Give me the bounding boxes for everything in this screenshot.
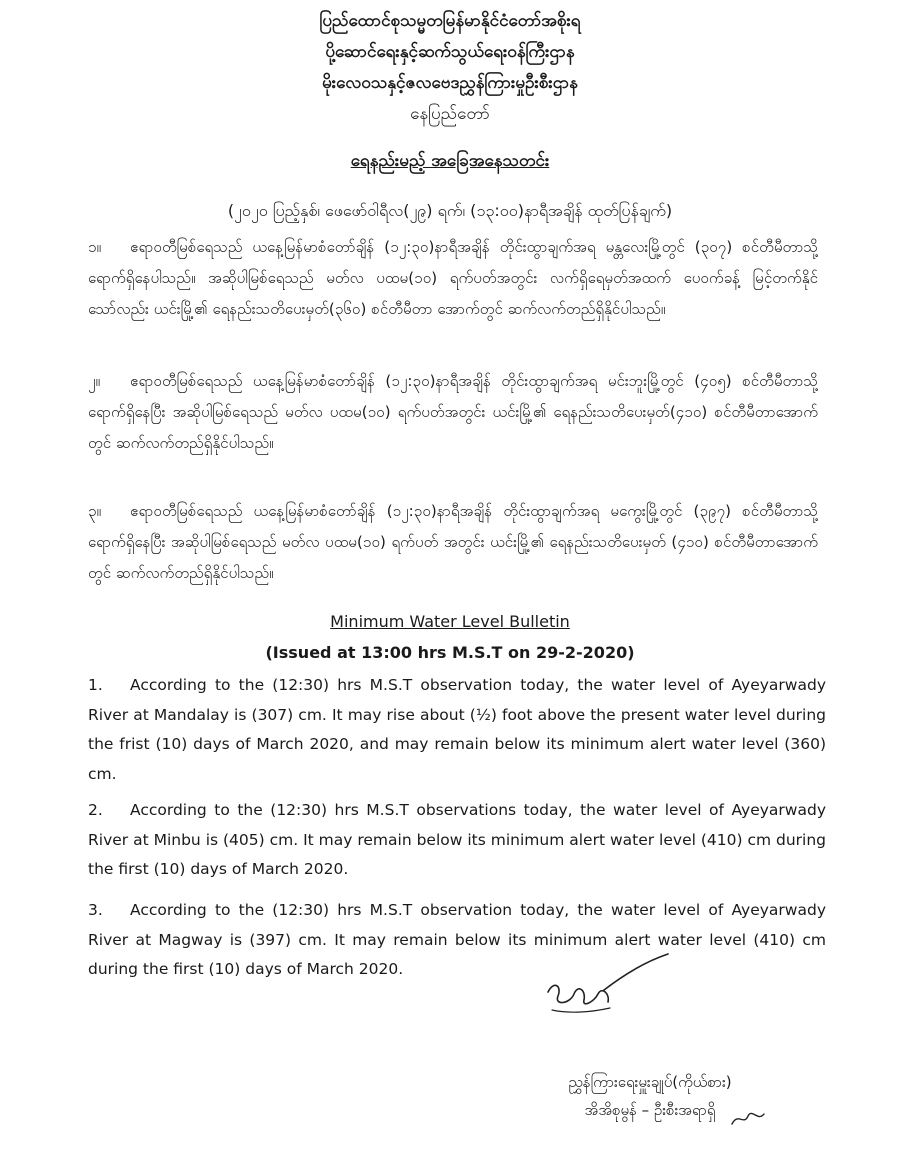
- paragraph-number: 2.: [88, 801, 103, 819]
- myanmar-paragraph-2: [88, 366, 818, 490]
- myanmar-paragraph-1: [88, 232, 818, 356]
- paragraph-text: According to the (12:30) hrs M.S.T observation today, the water level of Ayeyarwady River at Mandalay is (307) cm. It may rise about (½) foot above the present water level during the frist (10) days of March 2020, and may remain below its minimum alert water level (360) cm.: [88, 676, 826, 783]
- signatory-title: ညွှန်ကြားရေးမှူးချုပ်(ကိုယ်စား): [568, 1073, 732, 1091]
- initial-mark-icon: [728, 1102, 768, 1132]
- header-government: ပြည်ထောင်စုသမ္မတမြန်မာနိုင်ငံတော်အစိုးရ: [319, 11, 581, 31]
- header-department: မိုးလေဝသနှင့်ဇလဗေဒညွှန်ကြားမှုဦးစီးဌာန: [322, 73, 578, 93]
- paragraph-number: 1.: [88, 676, 103, 694]
- paragraph-text: According to the (12:30) hrs M.S.T observations today, the water level of Ayeyarwady River at Minbu is (405) cm. It may remain below its minimum alert water level (410) cm during the first (10) days of March 2020.: [88, 801, 826, 878]
- paragraph-text: ဧရာဝတီမြစ်ရေသည် ယနေ့မြန်မာစံတော်ချိန် (၁၂:၃၀)နာရီအချိန် တိုင်းထွာချက်အရ မင်းဘူးမြို့တွင် (၄၀၅) စင်တီမီတာသို့ ရောက်ရှိနေပြီး အဆိုပါမြစ်ရေသည် မတ်လ ပထမ(၁၀) ရက်ပတ်အတွင်း ယင်းမြို့၏ ရေနည်းသတိပေးမှတ်(၄၁၀) စင်တီမီတာအောက်တွင် ဆက်လက်တည်ရှိနိုင်ပါသည်။: [88, 372, 818, 452]
- paragraph-number: ၃။: [88, 502, 102, 520]
- header-location: နေပြည်တော်: [410, 104, 490, 124]
- paragraph-text: ဧရာဝတီမြစ်ရေသည် ယနေ့မြန်မာစံတော်ချိန် (၁၂:၃၀)နာရီအချိန် တိုင်းထွာချက်အရ မန္တလေးမြို့တွင် (၃၀၇) စင်တီမီတာသို့ ရောက်ရှိနေပါသည်။ အဆိုပါမြစ်ရေသည် မတ်လ ပထမ(၁၀) ရက်ပတ်အတွင်း လက်ရှိရေမှတ်အထက် ပေဝက်ခန့် မြင့်တက်နိုင်သော်လည်း ယင်းမြို့၏ ရေနည်းသတိပေးမှတ်(၃၆၀) စင်တီမီတာ အောက်တွင် ဆက်လက်တည်ရှိနိုင်ပါသည်။: [88, 238, 818, 318]
- paragraph-number: 3.: [88, 901, 103, 919]
- paragraph-number: ၁။: [88, 238, 102, 256]
- english-title: Minimum Water Level Bulletin: [330, 612, 570, 631]
- myanmar-issued: (၂၀၂၀ ပြည့်နှစ်၊ ဖေဖော်ဝါရီလ(၂၉) ရက်၊ (၁၃:၀၀)နာရီအချိန် ထုတ်ပြန်ချက်): [227, 201, 673, 220]
- signatory-role: အိအိစုမွန် – ဦးစီးအရာရှိ: [584, 1101, 716, 1119]
- signature-icon: [540, 950, 680, 1030]
- header-ministry: ပို့ဆောင်ရေးနှင့်ဆက်သွယ်ရေးဝန်ကြီးဌာန: [325, 42, 575, 62]
- myanmar-paragraph-3: [88, 496, 818, 589]
- paragraph-text: According to the (12:30) hrs M.S.T observation today, the water level of Ayeyarwady River at Magway is (397) cm. It may remain below its minimum alert water level (410) cm during the first (10) days of March 2020.: [88, 901, 826, 978]
- english-issued: (Issued at 13:00 hrs M.S.T on 29-2-2020): [265, 643, 635, 662]
- paragraph-number: ၂။: [88, 372, 101, 390]
- english-paragraph-2: [88, 796, 826, 885]
- english-paragraph-3: [88, 896, 826, 985]
- myanmar-title: ရေနည်းမည့် အခြေအနေသတင်း: [350, 151, 550, 171]
- english-paragraph-1: [88, 671, 826, 789]
- paragraph-text: ဧရာဝတီမြစ်ရေသည် ယနေ့မြန်မာစံတော်ချိန် (၁၂:၃၀)နာရီအချိန် တိုင်းထွာချက်အရ မကွေးမြို့တွင် (၃၉၇) စင်တီမီတာသို့ ရောက်ရှိနေပြီး အဆိုပါမြစ်ရေသည် မတ်လ ပထမ(၁၀) ရက်ပတ် အတွင်း ယင်းမြို့၏ ရေနည်းသတိပေးမှတ် (၄၁၀) စင်တီမီတာအောက်တွင် ဆက်လက်တည်ရှိနိုင်ပါသည်။: [88, 502, 818, 582]
